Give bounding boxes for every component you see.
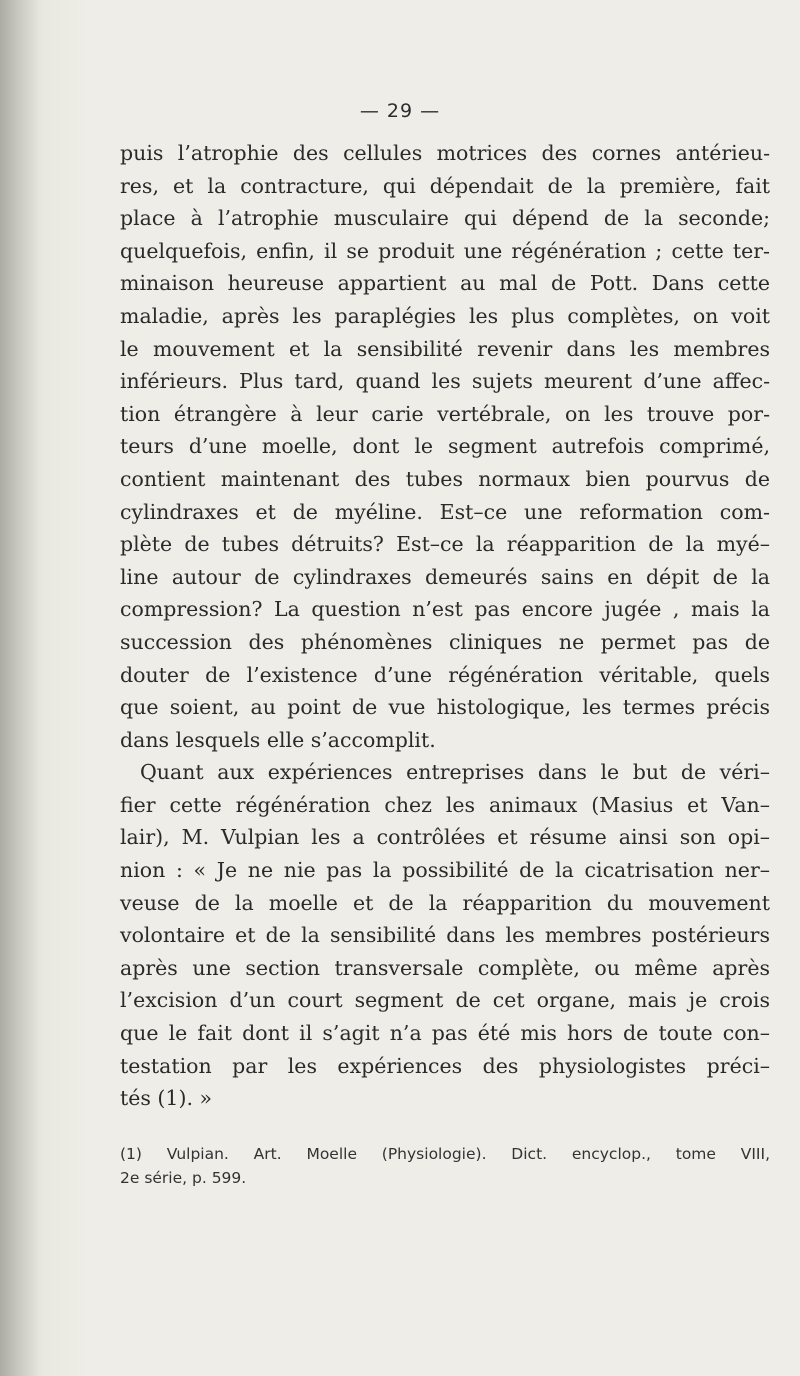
text-line: res, et la contracture, qui dépendait de la première, fait	[120, 173, 770, 198]
page-number: — 29 —	[359, 100, 441, 122]
footnote	[120, 1142, 770, 1190]
text-line: dans lesquels elle s’accomplit.	[120, 727, 436, 752]
footnote-line: (1) Vulpian. Art. Moelle (Physiologie). Dict. encyclop., tome VIII,	[120, 1145, 770, 1163]
text-line: veuse de la moelle et de la réapparition du mouvement	[120, 890, 770, 915]
text-line: tés (1). »	[120, 1086, 213, 1111]
body-text	[120, 137, 770, 1115]
text-line: line autour de cylindraxes demeurés sains en dépit de la	[120, 564, 770, 589]
text-line: testation par les expériences des physiologistes préci–	[120, 1053, 770, 1078]
text-line: contient maintenant des tubes normaux bien pourvus de	[120, 466, 770, 491]
text-line: que le fait dont il s’agit n’a pas été mis hors de toute con–	[120, 1021, 770, 1046]
text-line: douter de l’existence d’une régénération véritable, quels	[120, 662, 770, 687]
text-line: inférieurs. Plus tard, quand les sujets meurent d’une affec-	[120, 369, 770, 394]
text-line: plète de tubes détruits? Est–ce la réapparition de la myé–	[120, 532, 770, 557]
text-line: le mouvement et la sensibilité revenir dans les membres	[120, 336, 770, 361]
text-line: lair), M. Vulpian les a contrôlées et résume ainsi son opi–	[120, 825, 770, 850]
text-line: volontaire et de la sensibilité dans les membres postérieurs	[120, 923, 770, 948]
text-line: nion : « Je ne nie pas la possibilité de la cicatrisation ner–	[120, 858, 770, 883]
text-line: minaison heureuse appartient au mal de Pott. Dans cette	[120, 271, 770, 296]
text-line: que soient, au point de vue histologique, les termes précis	[120, 695, 770, 720]
text-line: succession des phénomènes cliniques ne permet pas de	[120, 629, 770, 654]
text-line: Quant aux expériences entreprises dans le but de véri–	[140, 760, 770, 785]
text-line: fier cette régénération chez les animaux (Masius et Van–	[120, 792, 770, 817]
text-line: compression? La question n’est pas encore jugée , mais la	[120, 597, 770, 622]
page-edge-shadow	[0, 0, 40, 1376]
text-line: puis l’atrophie des cellules motrices des cornes antérieu-	[120, 141, 770, 165]
text-line: cylindraxes et de myéline. Est–ce une reformation com-	[120, 499, 770, 524]
text-line: teurs d’une moelle, dont le segment autrefois comprimé,	[120, 434, 770, 459]
text-line: tion étrangère à leur carie vertébrale, on les trouve por-	[120, 401, 770, 426]
text-line: l’excision d’un court segment de cet organe, mais je crois	[120, 988, 770, 1013]
text-line: après une section transversale complète, ou même après	[120, 955, 770, 980]
footnote-line: 2e série, p. 599.	[120, 1169, 247, 1187]
text-line: maladie, après les paraplégies les plus complètes, on voit	[120, 303, 770, 328]
text-line: place à l’atrophie musculaire qui dépend de la seconde;	[120, 206, 770, 231]
text-line: quelquefois, enfin, il se produit une régénération ; cette ter-	[120, 238, 770, 263]
